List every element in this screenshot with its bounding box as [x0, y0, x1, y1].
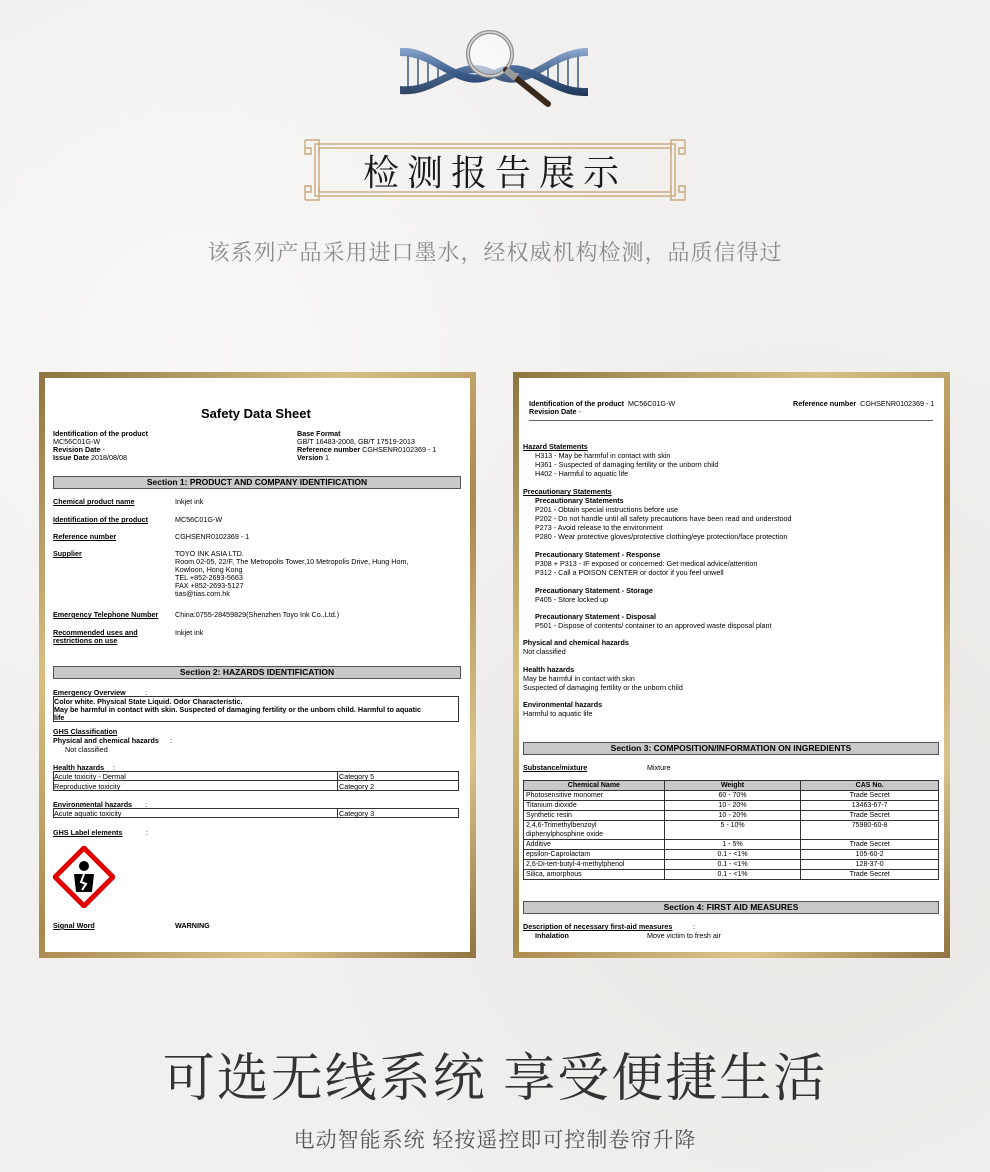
ingredient-name: Titanium dioxide — [524, 801, 665, 811]
ingredient-cas: Trade Secret — [801, 811, 939, 821]
first-aid-label: Description of necessary first-aid measures — [523, 922, 673, 931]
phys-hazards-label: Physical and chemical hazards — [53, 736, 159, 745]
recommended-label: Recommended uses and — [53, 628, 138, 637]
header-rule — [529, 420, 933, 421]
p-line: P202 - Do not handle until all safety precautions have been read and understood — [535, 514, 792, 523]
table-header: CAS No. — [801, 781, 939, 791]
id-label: Identification of the product — [53, 429, 149, 438]
h-line: H313 - May be harmful in contact with skin — [535, 451, 671, 460]
env-hazards-label: Environmental hazards — [53, 800, 133, 809]
ingredient-weight: 10 - 20% — [664, 801, 801, 811]
substance-value: Mixture — [647, 763, 671, 772]
ingredient-name: Additive — [524, 840, 665, 850]
table-row — [524, 840, 939, 850]
p-line: P201 - Obtain special instructions before use — [535, 505, 679, 514]
response-label: Precautionary Statement - Response — [535, 550, 661, 559]
h-line: H361 - Suspected of damaging fertility or the unborn child — [535, 460, 719, 469]
ref-value: CGHSENR0102369 - 1 — [860, 399, 935, 408]
table-row — [524, 791, 939, 801]
precautionary-label: Precautionary Statements — [523, 487, 612, 496]
ingredient-weight: 10 - 20% — [664, 811, 801, 821]
rev-value: - — [578, 407, 581, 416]
h-line: H402 - Harmful to aquatic life — [535, 469, 629, 478]
supplier-line: tias@tias.com.hk — [175, 589, 230, 598]
table-row — [524, 821, 939, 840]
phys-label: Physical and chemical hazards — [523, 638, 629, 647]
ingredient-cas: 13463-67-7 — [801, 801, 939, 811]
id-value: MC56C01G-W — [53, 437, 101, 446]
health-hazard-pictogram-icon — [53, 846, 115, 908]
section-1-header: Section 1: PRODUCT AND COMPANY IDENTIFICATION — [53, 476, 461, 489]
signal-word-label: Signal Word — [53, 921, 95, 930]
sds-page-2 — [513, 372, 950, 958]
idp-value: MC56C01G-W — [175, 515, 223, 524]
response-line: P312 - Call a POISON CENTER or doctor if you feel unwell — [535, 568, 724, 577]
ingredient-name: 2,4,6-Trimethylbenzoyl diphenylphosphine oxide — [524, 821, 665, 840]
storage-label: Precautionary Statement - Storage — [535, 586, 653, 595]
precautionary-sub: Precautionary Statements — [535, 496, 624, 505]
health-row-cat: Category 5 — [339, 772, 375, 781]
signal-word-value: WARNING — [175, 921, 210, 930]
refn-label: Reference number — [53, 532, 117, 541]
issue-value: 2018/08/08 — [90, 453, 127, 462]
version-value: 1 — [324, 453, 329, 462]
sds-page-1-sheet: Safety Data Sheet Identification of the product MC56C01G-W Revision Date - Issue Date 2018/08/08 Base Format GB/T 16483-2008, GB/T 17519-2013 Reference number CGHSENR0102369 - 1 Version 1 Section 1: PRODUCT AND COMPANY IDENTIFICATION Chemical product name Inkjet ink Identification of the product MC56C01G-W Reference number CGHSENR0102369 - 1 Supplier TOYO INK ASIA LTD. Room 02-05, 22/F, The Metropolis Tower,10 Metropolis Drive, Hung Hom, Kowloon, Hong Kong TEL +852-2693-5663 FAX +852-2693-5127 tias@tias.com.hk Emergency Telephone Number China:0755-28459829(Shenzhen Toyo Ink Co.,Ltd.) Recommended uses and restrictions on use Inkjet ink Section 2: HAZARDS IDENTIFICATION Emergency Overview : Color white. Physical State Liquid. Odor Characteristic. May be harmful in contact with skin. Suspected of damaging fertility or the unborn child. Harmful to aquatic life GHS Classification Physical and chemical hazards : Not classified Health hazards : Acute toxicity - Dermal Category 5 Reproductive toxicity Category 2 Environmental hazards : Acute aquatic toxicity Category 3 GHS Label elements : Signal Word WARNING — [45, 378, 470, 952]
base-value: GB/T 16483-2008, GB/T 17519-2013 — [297, 437, 416, 446]
ingredient-weight: 5 - 10% — [664, 821, 801, 840]
footer-subtitle: 电动智能系统 轻按遥控即可控制卷帘升降 — [293, 1129, 697, 1152]
health-row-name: Acute toxicity - Dermal — [54, 772, 126, 781]
ingredient-name: Synthetic resin — [524, 811, 665, 821]
overview-line: Color white. Physical State Liquid. Odor Characteristic. — [54, 697, 243, 706]
idp-label: Identification of the product — [53, 515, 149, 524]
health-line: Suspected of damaging fertility or the unborn child — [523, 683, 683, 692]
ingredient-weight: 60 - 70% — [664, 791, 801, 801]
health-hazards-label: Health hazards — [53, 763, 105, 772]
inhalation-label: Inhalation — [535, 931, 569, 940]
table-row — [524, 801, 939, 811]
ingredient-cas: Trade Secret — [801, 870, 939, 880]
ghs-label-elements: GHS Label elements — [53, 828, 123, 837]
ref-value: CGHSENR0102369 - 1 — [362, 445, 437, 454]
ingredient-name: 2,6-Di-tert-butyl-4-methylphenol — [524, 860, 665, 870]
health-line: May be harmful in contact with skin — [523, 674, 635, 683]
footer-title: 可选无线系统 享受便捷生活 — [162, 1050, 828, 1108]
ingredient-weight: 0.1 - <1% — [664, 870, 801, 880]
sds-page-1 — [39, 372, 476, 958]
substance-label: Substance/mixture — [523, 763, 588, 772]
rev-label: Revision Date — [529, 407, 577, 416]
health-row-cat: Category 2 — [339, 782, 375, 791]
ingredient-name: Silica, amorphous — [524, 870, 665, 880]
ghs-classification: GHS Classification — [53, 727, 118, 736]
sheet-title: Safety Data Sheet — [201, 406, 311, 421]
emergency-overview: Emergency Overview — [53, 688, 126, 697]
base-label: Base Format — [297, 429, 341, 438]
p-line: P280 - Wear protective gloves/protective clothing/eye protection/face protection — [535, 532, 788, 541]
table-header: Chemical Name — [524, 781, 665, 791]
ingredient-cas: 105-60-2 — [801, 850, 939, 860]
ingredient-cas: 128-37-0 — [801, 860, 939, 870]
env-value: Harmful to aquatic life — [523, 709, 593, 718]
env-row-name: Acute aquatic toxicity — [54, 809, 122, 818]
supplier-line: Kowloon, Hong Kong — [175, 565, 243, 574]
version-label: Version — [297, 453, 323, 462]
refn-value: CGHSENR0102369 - 1 — [175, 532, 250, 541]
supplier-line: TOYO INK ASIA LTD. — [175, 549, 244, 558]
env-row-cat: Category 3 — [339, 809, 375, 818]
section-4-header: Section 4: FIRST AID MEASURES — [523, 901, 939, 914]
rev-label: Revision Date — [53, 445, 101, 454]
table-row — [524, 870, 939, 880]
page-title: 检测报告展示 — [362, 152, 627, 194]
emergency-value: China:0755-28459829(Shenzhen Toyo Ink Co.,Ltd.) — [175, 610, 340, 619]
ingredient-name: Photosensitive monomer — [524, 791, 665, 801]
disposal-line: P501 - Dispose of contents/ container to an approved waste disposal plant — [535, 621, 772, 630]
ingredients-table — [523, 780, 939, 880]
ingredient-name: epsilon-Caprolactam — [524, 850, 665, 860]
sds-page-2-sheet: Identification of the product MC56C01G-W Revision Date - Reference number CGHSENR0102369 - 1 Hazard Statements H313 - May be harmful in contact with skin H361 - Suspected of damaging fertility or the unborn child H402 - Harmful to aquatic life Precautionary Statements Precautionary Statements P201 - Obtain special instructions before use P202 - Do not handle until all safety precautions have been read and understood P273 - Avoid release to the environment P280 - Wear protective gloves/protective clothing/eye protection/face protection Precautionary Statement - Response P308 + P313 - IF exposed or concerned: Get medical advice/attention P312 - Call a POISON CENTER or doctor if you feel unwell Precautionary Statement - Storage P405 - Store locked up Precautionary Statement - Disposal P501 - Dispose of contents/ container to an approved waste disposal plant Physical and chemical hazards Not classified Health hazards May be harmful in contact with skin Suspected of damaging fertility or the unborn child Environmental hazards Harmful to aquatic life Section 3: COMPOSITION/INFORMATION ON INGREDIENTS Substance/mixture Mixture Chemical Name Weight CAS No. Photosensitive monomer 60 - 70% Trade Secret Titanium dioxide 10 - 20% 13463-67-7 Synthetic resin 10 - 20% Trade Secret 2,4,6-Trimethylbenzoyl diphenylphosphine oxide 5 - 10% 75980-60-8 Additive 1 - 5% Trade Secret epsilon-Caprolactam 0.1 - <1% 105-60-2 2,6-Di-tert-butyl-4-methylphenol 0.1 - <1% 128-37-0 Silica, amorphous 0.1 - <1% Trade Secret Section 4: FIRST AID MEASURES Description of necessary first-aid measures : Inhalation Move victim to fresh air — [519, 378, 944, 952]
ingredient-weight: 0.1 - <1% — [664, 850, 801, 860]
emergency-label: Emergency Telephone Number — [53, 610, 159, 619]
overview-line: May be harmful in contact with skin. Suspected of damaging fertility or the unborn child. Harmful to aquatic — [54, 705, 422, 714]
disposal-label: Precautionary Statement - Disposal — [535, 612, 657, 621]
ref-label: Reference number — [793, 399, 857, 408]
table-row — [524, 850, 939, 860]
phys-value: Not classified — [523, 647, 566, 656]
table-row — [524, 811, 939, 821]
id-value: MC56C01G-W — [628, 399, 676, 408]
env-label: Environmental hazards — [523, 700, 603, 709]
table-row — [524, 860, 939, 870]
not-classified: Not classified — [65, 745, 108, 754]
hazard-statements-label: Hazard Statements — [523, 442, 588, 451]
ingredient-cas: Trade Secret — [801, 840, 939, 850]
ingredient-weight: 1 - 5% — [664, 840, 801, 850]
issue-label: Issue Date — [53, 453, 89, 462]
p-line: P273 - Avoid release to the environment — [535, 523, 663, 532]
recommended-label: restrictions on use — [53, 636, 118, 645]
dna-magnifier-icon — [398, 28, 590, 108]
storage-line: P405 - Store locked up — [535, 595, 609, 604]
chem-label: Chemical product name — [53, 497, 135, 506]
supplier-line: Room 02-05, 22/F, The Metropolis Tower,10 Metropolis Drive, Hung Hom, — [175, 557, 409, 566]
chem-value: Inkjet ink — [175, 497, 204, 506]
supplier-line: FAX +852-2693-5127 — [175, 581, 244, 590]
section-2-header: Section 2: HAZARDS IDENTIFICATION — [53, 666, 461, 679]
health-row-name: Reproductive toxicity — [54, 782, 121, 791]
ref-label: Reference number — [297, 445, 361, 454]
section-3-header: Section 3: COMPOSITION/INFORMATION ON INGREDIENTS — [523, 742, 939, 755]
inhalation-value: Move victim to fresh air — [647, 931, 721, 940]
overview-line: life — [54, 713, 65, 722]
ingredient-weight: 0.1 - <1% — [664, 860, 801, 870]
ingredient-cas: Trade Secret — [801, 791, 939, 801]
health-label: Health hazards — [523, 665, 575, 674]
rev-value: - — [102, 445, 105, 454]
supplier-label: Supplier — [53, 549, 82, 558]
page-subtitle: 该系列产品采用进口墨水，经权威机构检测，品质信得过 — [207, 240, 783, 265]
ingredient-cas: 75980-60-8 — [801, 821, 939, 840]
recommended-value: Inkjet ink — [175, 628, 204, 637]
response-line: P308 + P313 - IF exposed or concerned: Get medical advice/attention — [535, 559, 758, 568]
id-label: Identification of the product — [529, 399, 625, 408]
table-header: Weight — [664, 781, 801, 791]
supplier-line: TEL +852-2693-5663 — [175, 573, 243, 582]
